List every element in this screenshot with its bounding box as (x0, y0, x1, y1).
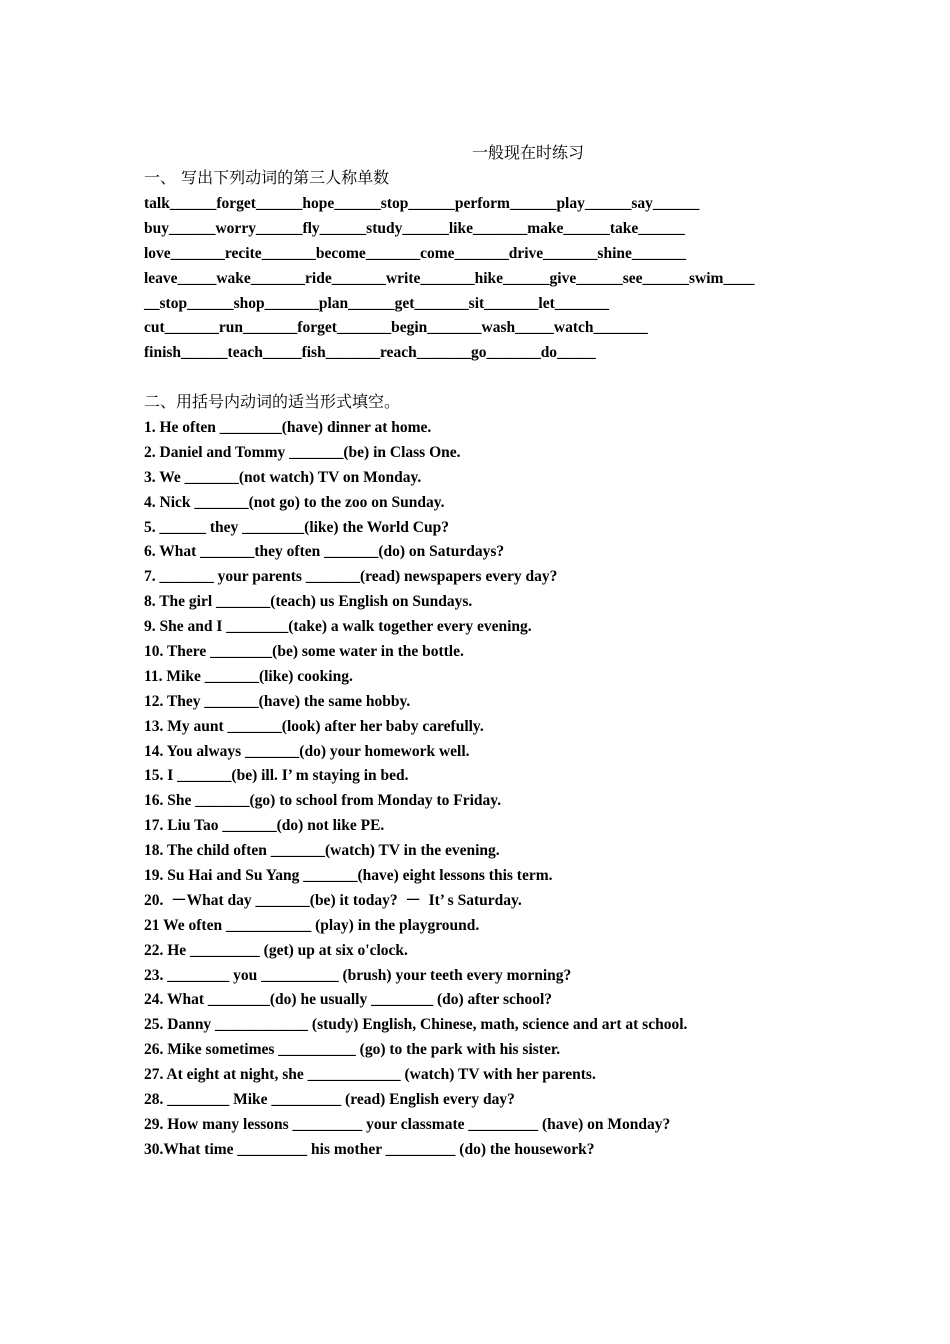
exercise-item: 2. Daniel and Tommy _______(be) in Class One. (144, 443, 461, 461)
exercise-item: 11. Mike _______(like) cooking. (144, 667, 353, 685)
exercise-item: 8. The girl _______(teach) us English on Sundays. (144, 593, 473, 611)
exercise-item: 12. They _______(have) the same hobby. (144, 692, 411, 710)
exercise-item: 26. Mike sometimes __________ (go) to the park with his sister. (144, 1041, 561, 1059)
verb-line: talk______forget______hope______stop______perform______play______say______ (144, 195, 700, 212)
exercise-item: 5. ______ they ________(like) the World Cup? (144, 518, 449, 536)
exercise-item: 9. She and I ________(take) a walk together every evening. (144, 618, 532, 636)
exercise-item: 27. At eight at night, she ____________ (watch) TV with her parents. (144, 1066, 596, 1084)
verb-line: leave_____wake_______ride_______write_______hike______give______see______swim____ (144, 269, 755, 287)
verb-line: __stop______shop_______plan______get_______sit_______let_______ (144, 294, 610, 312)
exercise-item: 1. He often ________(have) dinner at home. (144, 419, 432, 436)
exercise-item: 10. There ________(be) some water in the bottle. (144, 643, 464, 661)
exercise-item: 22. He _________ (get) up at six o'clock. (144, 941, 408, 959)
exercise-item: 6. What _______they often _______(do) on Saturdays? (144, 543, 505, 561)
exercise-item: 24. What ________(do) he usually ________ (do) after school? (144, 991, 553, 1009)
exercise-item: 4. Nick _______(not go) to the zoo on Sunday. (144, 493, 445, 511)
verb-line: buy______worry______fly______study______like_______make______take______ (144, 219, 685, 237)
exercise-item: 3. We _______(not watch) TV on Monday. (144, 468, 422, 486)
exercise-item: 19. Su Hai and Su Yang _______(have) eight lessons this term. (144, 867, 553, 885)
exercise-item: 7. _______ your parents _______(read) newspapers every day? (144, 568, 558, 586)
exercise-item: 18. The child often _______(watch) TV in the evening. (144, 842, 500, 860)
exercise-item: 16. She _______(go) to school from Monday to Friday. (144, 792, 502, 810)
exercise-item: 29. How many lessons _________ your classmate _________ (have) on Monday? (144, 1115, 671, 1133)
exercise-item: 30.What time _________ his mother _________ (do) the housework? (144, 1140, 595, 1158)
exercise-item: 20. －What day _______(be) it today? － It’ s Saturday. (144, 891, 522, 909)
verb-line: love_______recite_______become_______come_______drive_______shine_______ (144, 244, 687, 262)
exercise-item: 21 We often ___________ (play) in the playground. (144, 916, 480, 934)
exercise-item: 17. Liu Tao _______(do) not like PE. (144, 817, 385, 835)
page-title: 一般现在时练习 (471, 143, 584, 162)
section-1-heading: 一、 写出下列动词的第三人称单数 (144, 168, 390, 187)
exercise-item: 15. I _______(be) ill. I’ m staying in bed. (144, 767, 409, 785)
verb-line: finish______teach_____fish_______reach_______go_______do_____ (144, 344, 596, 362)
exercise-list (144, 416, 824, 1163)
exercise-item: 25. Danny ____________ (study) English, Chinese, math, science and art at school. (144, 1016, 688, 1034)
exercise-item: 23. ________ you __________ (brush) your teeth every morning? (144, 966, 572, 984)
verb-line: cut_______run_______forget_______begin_______wash_____watch_______ (144, 319, 648, 337)
verb-list (144, 192, 824, 366)
exercise-item: 13. My aunt _______(look) after her baby carefully. (144, 717, 484, 735)
exercise-item: 14. You always _______(do) your homework well. (144, 742, 470, 760)
section-2-heading: 二、用括号内动词的适当形式填空。 (144, 392, 401, 411)
exercise-item: 28. ________ Mike _________ (read) English every day? (144, 1091, 515, 1109)
